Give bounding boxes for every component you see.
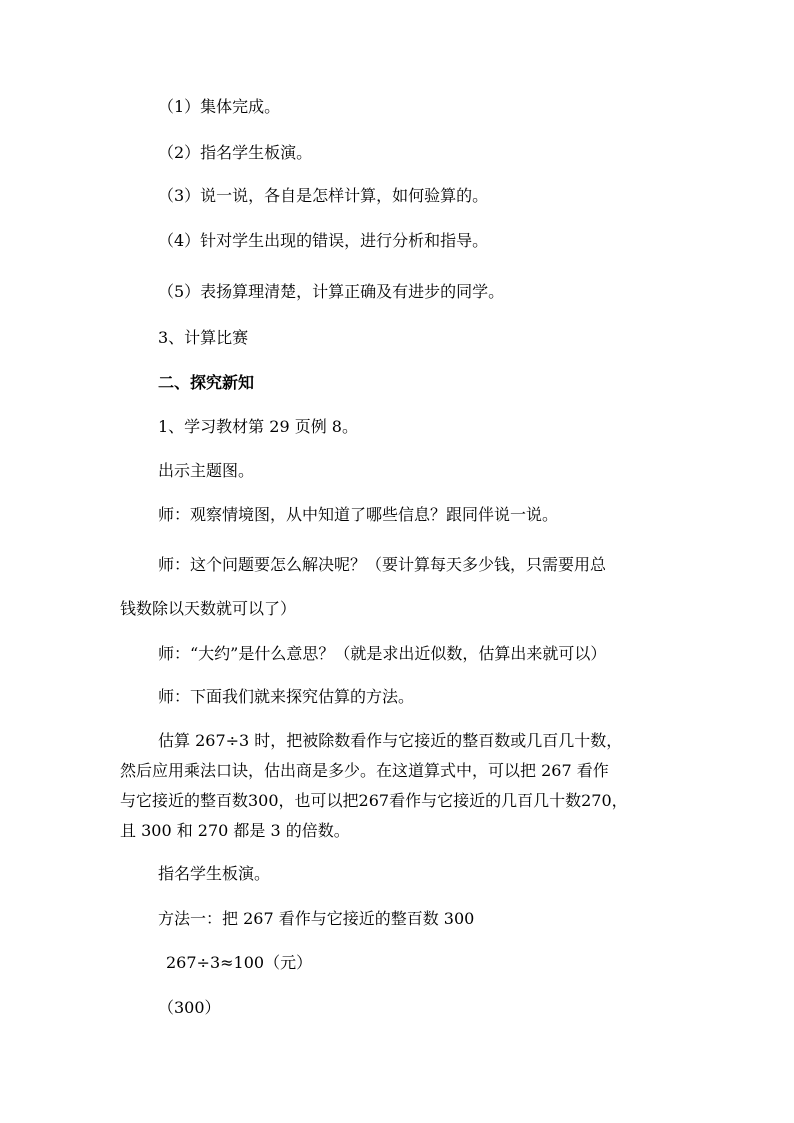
teacher-method-text: 师：下面我们就来探究估算的方法。	[158, 687, 415, 706]
section-3-heading: 3、计算比赛	[158, 328, 249, 347]
equation-text: 267÷3≈100（元）	[166, 953, 313, 972]
teacher-approx-text: 师：“大约”是什么意思？（就是求出近似数，估算出来就可以）	[158, 644, 607, 663]
step-5-text: （5）表扬算理清楚，计算正确及有进步的同学。	[158, 282, 505, 301]
step-3-text: （3）说一说，各自是怎样计算，如何验算的。	[158, 186, 489, 205]
step-1-text: （1）集体完成。	[158, 97, 281, 116]
method-one-text: 方法一：把 267 看作与它接近的整百数 300	[158, 909, 475, 928]
study-example-text: 1、学习教材第 29 页例 8。	[158, 417, 358, 436]
teacher-question-continued: 钱数除以天数就可以了）	[120, 599, 297, 618]
estimate-paragraph-line-3: 与它接近的整百数300，也可以把267看作与它接近的几百几十数270，	[120, 791, 628, 810]
teacher-observe-text: 师：观察情境图，从中知道了哪些信息？跟同伴说一说。	[158, 505, 559, 524]
step-2-text: （2）指名学生板演。	[158, 143, 313, 162]
estimate-paragraph-line-4: 且 300 和 270 都是 3 的倍数。	[120, 821, 350, 840]
estimate-paragraph-line-2: 然后应用乘法口诀，估出商是多少。在这道算式中，可以把 267 看作	[120, 761, 609, 780]
teacher-question-text: 师：这个问题要怎么解决呢？（要计算每天多少钱，只需要用总	[158, 555, 607, 574]
step-4-text: （4）针对学生出现的错误，进行分析和指导。	[158, 231, 489, 250]
equation-note: （300）	[158, 998, 221, 1017]
estimate-paragraph-line-1: 估算 267÷3 时，把被除数看作与它接近的整百数或几百几十数，	[158, 731, 623, 750]
show-picture-text: 出示主题图。	[158, 461, 255, 480]
board-demo-text: 指名学生板演。	[158, 864, 271, 883]
section-two-heading: 二、探究新知	[158, 373, 255, 392]
